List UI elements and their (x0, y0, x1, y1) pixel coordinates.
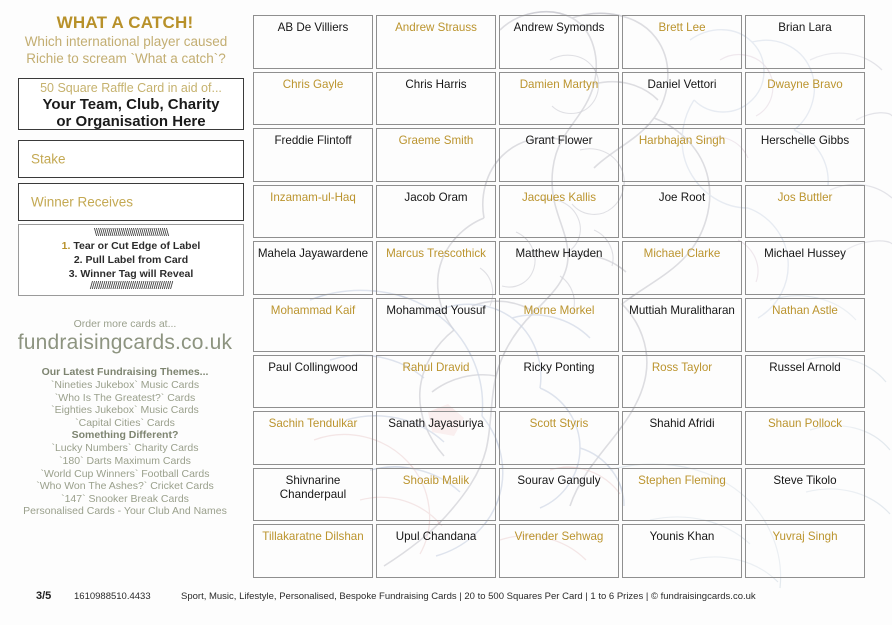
brand-website[interactable]: fundraisingcards.co.uk (17, 331, 233, 354)
footer-tagline: Sport, Music, Lifestyle, Personalised, Bespoke Fundraising Cards | 20 to 500 Squares Per Card | 1 to 6 Prizes | © fundraisingcards.co.uk (181, 591, 756, 602)
instruction-step-2-number: 2. (73, 254, 83, 266)
raffle-square[interactable]: Muttiah Muralitharan (622, 298, 742, 352)
raffle-square[interactable]: Shivnarine Chanderpaul (253, 468, 373, 522)
raffle-square[interactable]: Shaun Pollock (745, 411, 865, 465)
themes-list (5, 366, 245, 518)
organisation-box[interactable] (18, 78, 244, 130)
theme-item[interactable]: `147` Snooker Break Cards (61, 492, 189, 505)
themes-heading-1: Our Latest Fundraising Themes... (41, 366, 209, 378)
raffle-square[interactable]: Mohammad Kaif (253, 298, 373, 352)
raffle-square[interactable]: Steve Tikolo (745, 468, 865, 522)
theme-item[interactable]: `Lucky Numbers` Charity Cards (51, 442, 199, 455)
hatch-top-decoration: \\\\\\\\\\\\\\\\\\\\\\\\\\\\\\\\\\\\ (93, 228, 169, 239)
raffle-square[interactable]: Michael Clarke (622, 241, 742, 295)
hatch-bottom-decoration: //////////////////////////////////////// (89, 281, 173, 292)
instruction-step-2-text: Pull Label from Card (85, 254, 189, 266)
raffle-square[interactable]: Younis Khan (622, 524, 742, 578)
organisation-line-2: or Organisation Here (56, 113, 206, 130)
raffle-square[interactable]: Stephen Fleming (622, 468, 742, 522)
raffle-square[interactable]: AB De Villiers (253, 15, 373, 69)
raffle-square[interactable]: Andrew Symonds (499, 15, 619, 69)
instruction-step-1 (19, 239, 243, 253)
organisation-caption: 50 Square Raffle Card in aid of... (40, 81, 222, 95)
raffle-square[interactable]: Joe Root (622, 185, 742, 239)
page-title: WHAT A CATCH! (56, 13, 194, 32)
raffle-square[interactable]: Grant Flower (499, 128, 619, 182)
raffle-square[interactable]: Paul Collingwood (253, 355, 373, 409)
theme-item[interactable]: `Capital Cities` Cards (75, 416, 175, 429)
raffle-square[interactable]: Daniel Vettori (622, 72, 742, 126)
winner-receives-box[interactable] (18, 183, 244, 221)
raffle-square[interactable]: Damien Martyn (499, 72, 619, 126)
instruction-step-3-text: Winner Tag will Reveal (80, 268, 194, 280)
raffle-square[interactable]: Brett Lee (622, 15, 742, 69)
raffle-square[interactable]: Dwayne Bravo (745, 72, 865, 126)
instruction-step-3-number: 3. (68, 268, 78, 280)
raffle-square[interactable]: Mahela Jayawardene (253, 241, 373, 295)
instruction-step-1-text: Tear or Cut Edge of Label (73, 240, 201, 252)
instructions-box (18, 224, 244, 296)
subtitle-line-2: Richie to scream `What a catch`? (26, 51, 226, 66)
raffle-square[interactable]: Yuvraj Singh (745, 524, 865, 578)
raffle-square[interactable]: Shoaib Malik (376, 468, 496, 522)
raffle-square[interactable]: Herschelle Gibbs (745, 128, 865, 182)
raffle-square[interactable]: Virender Sehwag (499, 524, 619, 578)
raffle-square[interactable]: Inzamam-ul-Haq (253, 185, 373, 239)
raffle-square[interactable]: Andrew Strauss (376, 15, 496, 69)
raffle-square[interactable]: Sourav Ganguly (499, 468, 619, 522)
raffle-square[interactable]: Michael Hussey (745, 241, 865, 295)
theme-item[interactable]: `World Cup Winners` Football Cards (40, 467, 210, 480)
theme-item[interactable]: `Who Won The Ashes?` Cricket Cards (36, 480, 214, 493)
raffle-square[interactable]: Rahul Dravid (376, 355, 496, 409)
stake-box[interactable] (18, 140, 244, 178)
raffle-square[interactable]: Brian Lara (745, 15, 865, 69)
subtitle-line-1: Which international player caused (24, 34, 228, 49)
themes-heading-2: Something Different? (71, 429, 179, 442)
raffle-square[interactable]: Shahid Afridi (622, 411, 742, 465)
raffle-square[interactable]: Jacques Kallis (499, 185, 619, 239)
theme-item[interactable]: `Nineties Jukebox` Music Cards (50, 379, 200, 391)
raffle-square[interactable]: Tillakaratne Dilshan (253, 524, 373, 578)
instruction-step-2 (19, 253, 243, 267)
page-footer (0, 586, 892, 625)
raffle-square[interactable]: Mohammad Yousuf (376, 298, 496, 352)
raffle-square[interactable]: Jacob Oram (376, 185, 496, 239)
left-info-panel (0, 0, 250, 600)
raffle-square[interactable]: Sanath Jayasuriya (376, 411, 496, 465)
raffle-square[interactable]: Upul Chandana (376, 524, 496, 578)
raffle-square[interactable]: Harbhajan Singh (622, 128, 742, 182)
winner-receives-label: Winner Receives (31, 194, 134, 210)
instruction-step-3 (19, 267, 243, 281)
raffle-square[interactable]: Freddie Flintoff (253, 128, 373, 182)
card-reference-number: 1610988510.4433 (74, 591, 151, 602)
raffle-square[interactable]: Nathan Astle (745, 298, 865, 352)
raffle-square[interactable]: Chris Gayle (253, 72, 373, 126)
page-subtitle (8, 33, 244, 67)
theme-item[interactable]: `Eighties Jukebox` Music Cards (51, 404, 199, 417)
raffle-square[interactable]: Russel Arnold (745, 355, 865, 409)
order-caption: Order more cards at... (73, 318, 177, 330)
raffle-square[interactable]: Ricky Ponting (499, 355, 619, 409)
instruction-step-1-number: 1. (61, 240, 71, 252)
stake-label: Stake (31, 151, 66, 167)
raffle-square[interactable]: Ross Taylor (622, 355, 742, 409)
theme-item[interactable]: `Who Is The Greatest?` Cards (54, 391, 196, 404)
theme-item[interactable]: Personalised Cards - Your Club And Names (23, 505, 227, 518)
raffle-square[interactable]: Jos Buttler (745, 185, 865, 239)
raffle-square[interactable]: Morne Morkel (499, 298, 619, 352)
raffle-squares-grid (253, 15, 865, 578)
theme-item[interactable]: `180` Darts Maximum Cards (59, 454, 191, 467)
raffle-square[interactable]: Chris Harris (376, 72, 496, 126)
raffle-square[interactable]: Marcus Trescothick (376, 241, 496, 295)
raffle-square[interactable]: Matthew Hayden (499, 241, 619, 295)
page-number: 3/5 (36, 590, 52, 602)
raffle-square[interactable]: Graeme Smith (376, 128, 496, 182)
raffle-square[interactable]: Scott Styris (499, 411, 619, 465)
organisation-line-1: Your Team, Club, Charity (42, 96, 220, 113)
raffle-square[interactable]: Sachin Tendulkar (253, 411, 373, 465)
